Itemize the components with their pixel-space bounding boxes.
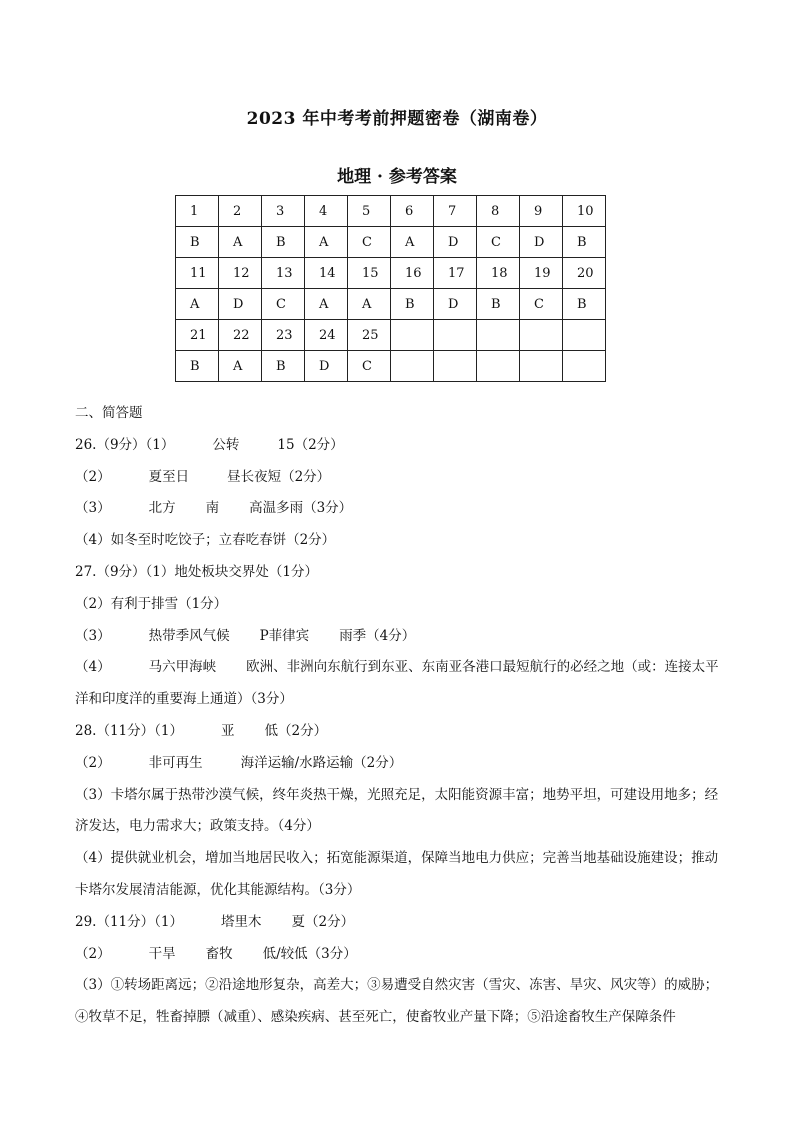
answer-table-row (176, 289, 606, 320)
q28-line-1: 28.（11分）（1） 亚 低（2分） (75, 722, 328, 739)
answer-table-cell: B (262, 227, 305, 258)
answer-table-cell: 15 (348, 258, 391, 289)
q28-line-2: （2） 非可再生 海洋运输/水路运输（2分） (75, 754, 403, 771)
answer-table-cell: A (219, 351, 262, 382)
answer-table-row (176, 227, 606, 258)
answer-table-cell (520, 320, 563, 351)
answer-table-cell: 21 (176, 320, 219, 351)
answer-table-cell: D (305, 351, 348, 382)
answer-table-cell: 13 (262, 258, 305, 289)
answer-table-cell: B (176, 351, 219, 382)
document-title: 2023 年中考考前押题密卷（湖南卷） (246, 109, 548, 129)
answer-table-cell: B (477, 289, 520, 320)
answer-table-cell: 23 (262, 320, 305, 351)
answer-table-cell (563, 320, 606, 351)
answer-table-row (176, 196, 606, 227)
answer-table-cell (434, 320, 477, 351)
answer-table-cell: 8 (477, 196, 520, 227)
answer-table-cell (520, 351, 563, 382)
answer-table-cell (434, 351, 477, 382)
answer-table-cell: A (219, 227, 262, 258)
answer-table-cell: 11 (176, 258, 219, 289)
q26-line-2: （2） 夏至日 昼长夜短（2分） (75, 468, 331, 485)
q29-line-3: （3）①转场距离远；②沿途地形复杂，高差大；③易遭受自然灾害（雪灾、冻害、旱灾、风灾等）的威胁；④牧草不足，牲畜掉膘（减重）、感染疾病、甚至死亡，使畜牧业产量下降；⑤沿途畜牧生产保障条件 (75, 977, 719, 1026)
answer-table-cell: D (434, 227, 477, 258)
answer-table-cell: A (305, 289, 348, 320)
q27-line-2: （2）有利于排雪（1分） (75, 595, 228, 612)
answer-table-cell: 14 (305, 258, 348, 289)
answer-table-cell: D (219, 289, 262, 320)
short-answer-section (75, 398, 725, 1034)
document-subtitle: 地理 · 参考答案 (337, 167, 457, 187)
answer-table-cell: C (348, 351, 391, 382)
answer-table-cell: 1 (176, 196, 219, 227)
q28-line-3: （3）卡塔尔属于热带沙漠气候，终年炎热干燥，光照充足，太阳能资源丰富；地势平坦，可建设用地多；经济发达，电力需求大；政策支持。（4分） (75, 786, 719, 835)
answer-table-cell: A (305, 227, 348, 258)
answer-table-cell: 6 (391, 196, 434, 227)
answer-table-row (176, 258, 606, 289)
answer-table-cell: B (391, 289, 434, 320)
q27-line-3: （3） 热带季风气候 P菲律宾 雨季（4分） (75, 627, 416, 644)
answer-table (175, 195, 606, 382)
answer-table-cell: 10 (563, 196, 606, 227)
answer-table-cell: 20 (563, 258, 606, 289)
q28-line-4: （4）提供就业机会，增加当地居民收入；拓宽能源渠道，保障当地电力供应；完善当地基础设施建设；推动卡塔尔发展清洁能源，优化其能源结构。（3分） (75, 850, 719, 898)
answer-table-row (176, 351, 606, 382)
answer-table-cell: 24 (305, 320, 348, 351)
q29-line-1: 29.（11分）（1） 塔里木 夏（2分） (75, 913, 355, 930)
answer-table-cell: 19 (520, 258, 563, 289)
answer-table-cell: 9 (520, 196, 563, 227)
answer-table-cell: 16 (391, 258, 434, 289)
answer-table-cell: 7 (434, 196, 477, 227)
q26-line-1: 26.（9分）（1） 公转 15（2分） (75, 436, 344, 453)
answer-table-cell: 3 (262, 196, 305, 227)
answer-table-cell: 12 (219, 258, 262, 289)
answer-table-cell: C (520, 289, 563, 320)
answer-table-cell: A (176, 289, 219, 320)
answer-table-cell (391, 351, 434, 382)
answer-table-cell: C (477, 227, 520, 258)
answer-table-cell (477, 351, 520, 382)
answer-table-cell: 4 (305, 196, 348, 227)
q26-line-3: （3） 北方 南 高温多雨（3分） (75, 500, 353, 517)
q27-line-4: （4） 马六甲海峡 欧洲、非洲向东航行到东亚、东南亚各港口最短航行的必经之地（或：连接太平洋和印度洋的重要海上通道）（3分） (75, 659, 719, 708)
q29-line-2: （2） 干旱 畜牧 低/较低（3分） (75, 945, 357, 962)
q26-line-4: （4）如冬至时吃饺子；立春吃春饼（2分） (75, 532, 336, 549)
answer-table-cell: 17 (434, 258, 477, 289)
answer-table-cell: C (262, 289, 305, 320)
answer-table-row (176, 320, 606, 351)
answer-table-cell: B (563, 227, 606, 258)
answer-table-cell (477, 320, 520, 351)
answer-table-cell: 18 (477, 258, 520, 289)
answer-table-cell (391, 320, 434, 351)
q27-line-1: 27.（9分）（1）地处板块交界处（1分） (75, 563, 318, 580)
answer-table-cell: D (434, 289, 477, 320)
answer-table-cell: C (348, 227, 391, 258)
answer-table-cell: B (262, 351, 305, 382)
answer-table-cell: A (348, 289, 391, 320)
answer-table-cell: D (520, 227, 563, 258)
answer-table-cell: 22 (219, 320, 262, 351)
answer-table-cell: 25 (348, 320, 391, 351)
answer-table-cell: A (391, 227, 434, 258)
section-heading: 二、简答题 (75, 405, 143, 421)
answer-table-cell: B (176, 227, 219, 258)
answer-table-cell: B (563, 289, 606, 320)
answer-table-cell: 5 (348, 196, 391, 227)
answer-table-cell (563, 351, 606, 382)
answer-table-cell: 2 (219, 196, 262, 227)
